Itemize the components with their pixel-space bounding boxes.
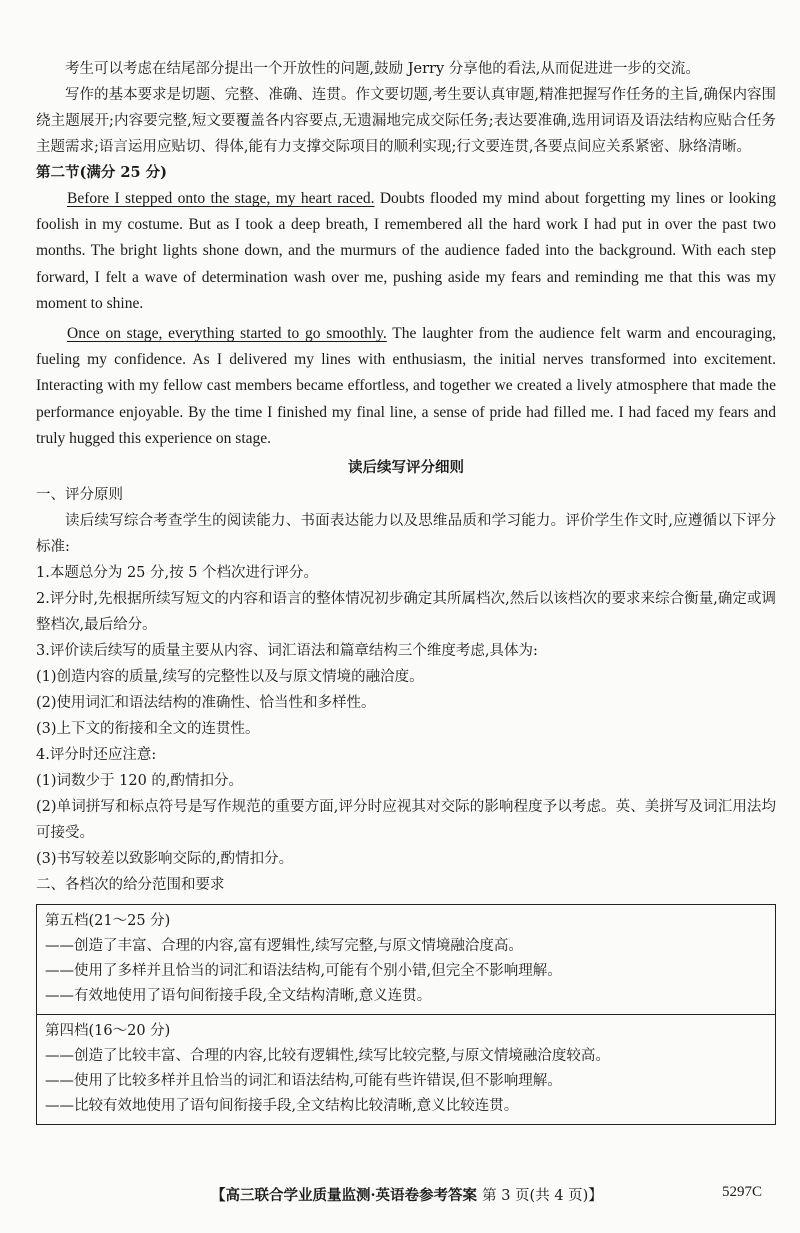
rubric-item: (2)使用词汇和语法结构的准确性、恰当性和多样性。 xyxy=(36,695,376,712)
rubric-item: 4.评分时还应注意: xyxy=(36,747,157,764)
bands-table xyxy=(36,904,776,1125)
bands-heading: 二、各档次的给分范围和要求 xyxy=(36,877,225,894)
rubric-item: (3)上下文的衔接和全文的连贯性。 xyxy=(36,721,260,738)
band-4 xyxy=(37,1014,775,1124)
footer-code: 5297C xyxy=(722,1184,763,1200)
intro-paragraph-2: 写作的基本要求是切题、完整、准确、连贯。作文要切题,考生要认真审题,精准把握写作任务的主旨,确保内容围绕主题展开;内容要完整,短文要覆盖各内容要点,无遗漏地完成交际任务;表达要准确,选用词语及语法结构应贴合任务主题需求;语言运用应贴切、得体,能有力支撑交际项目的顺利实现;行文要连贯,各要点间应关系紧密、脉络清晰。 xyxy=(36,87,776,155)
rubric-item: (1)词数少于 120 的,酌情扣分。 xyxy=(36,773,244,790)
essay-paragraph-1 xyxy=(36,186,776,317)
rubric-items xyxy=(36,560,776,872)
rubric-item: (1)创造内容的质量,续写的完整性以及与原文情境的融洽度。 xyxy=(36,669,424,686)
essay-paragraph-2 xyxy=(36,321,776,452)
principles-intro: 读后续写综合考查学生的阅读能力、书面表达能力以及思维品质和学习能力。评价学生作文时,应遵循以下评分标准: xyxy=(36,513,776,556)
band-line: ——使用了多样并且恰当的词汇和语法结构,可能有个别小错,但完全不影响理解。 xyxy=(45,963,562,980)
rubric-item: (2)单词拼写和标点符号是写作规范的重要方面,评分时应视其对交际的影响程度予以考虑。英、美拼写及词汇用法均可接受。 xyxy=(36,799,776,842)
rubric-item: 1.本题总分为 25 分,按 5 个档次进行评分。 xyxy=(36,565,319,582)
band-title: 第五档(21～25 分) xyxy=(45,913,171,930)
answer-page xyxy=(36,56,776,1125)
essay-paragraph-1-body: Doubts flooded my mind about forgetting my lines or looking foolish in my costume. But as I took a deep breath, I remembered all the hard work I had put in over the past two months. The bright lights shone down, and the murmurs of the audience faded into the background. With each step forward, I felt a wave of determination wash over me, pushing aside my fears and reminding me that this was my moment to shine. xyxy=(36,190,776,312)
band-line: ——创造了比较丰富、合理的内容,比较有逻辑性,续写比较完整,与原文情境融洽度较高。 xyxy=(45,1048,610,1065)
footer-title xyxy=(211,1184,603,1205)
principles-heading: 一、评分原则 xyxy=(36,487,123,504)
intro-paragraph-1: 考生可以考虑在结尾部分提出一个开放性的问题,鼓励 Jerry 分享他的看法,从而促进进一步的交流。 xyxy=(65,61,700,77)
essay-paragraph-1-lead: Before I stepped onto the stage, my heart raced. xyxy=(67,190,375,207)
essay-paragraph-2-body: The laughter from the audience felt warm and encouraging, fueling my confidence. As I delivered my lines with enthusiasm, the initial nerves transformed into excitement. Interacting with my fellow cast members became effortless, and together we created a lively atmosphere that made the performance enjoyable. By the time I finished my final line, a sense of pride had filled me. I had faced my fears and truly hugged this experience on stage. xyxy=(36,325,776,447)
rubric-item: 3.评价读后续写的质量主要从内容、词汇语法和篇章结构三个维度考虑,具体为: xyxy=(36,643,538,660)
band-5 xyxy=(37,905,775,1014)
rubric-item: 2.评分时,先根据所续写短文的内容和语言的整体情况初步确定其所属档次,然后以该档次的要求来综合衡量,确定或调整档次,最后给分。 xyxy=(36,591,776,634)
band-line: ——创造了丰富、合理的内容,富有逻辑性,续写完整,与原文情境融洽度高。 xyxy=(45,938,523,955)
rubric-title: 读后续写评分细则 xyxy=(348,459,464,477)
rubric-item: (3)书写较差以致影响交际的,酌情扣分。 xyxy=(36,851,294,868)
band-title: 第四档(16～20 分) xyxy=(45,1023,171,1040)
band-line: ——比较有效地使用了语句间衔接手段,全文结构比较清晰,意义比较连贯。 xyxy=(45,1098,519,1115)
footer-page-number: 第 3 页(共 4 页)】 xyxy=(482,1188,603,1204)
footer-exam-name: 【高三联合学业质量监测·英语卷参考答案 xyxy=(211,1187,478,1204)
section-2-heading: 第二节(满分 25 分) xyxy=(36,164,167,181)
band-line: ——使用了比较多样并且恰当的词汇和语法结构,可能有些许错误,但不影响理解。 xyxy=(45,1073,562,1090)
band-line: ——有效地使用了语句间衔接手段,全文结构清晰,意义连贯。 xyxy=(45,988,432,1005)
essay-paragraph-2-lead: Once on stage, everything started to go smoothly. xyxy=(67,325,387,343)
